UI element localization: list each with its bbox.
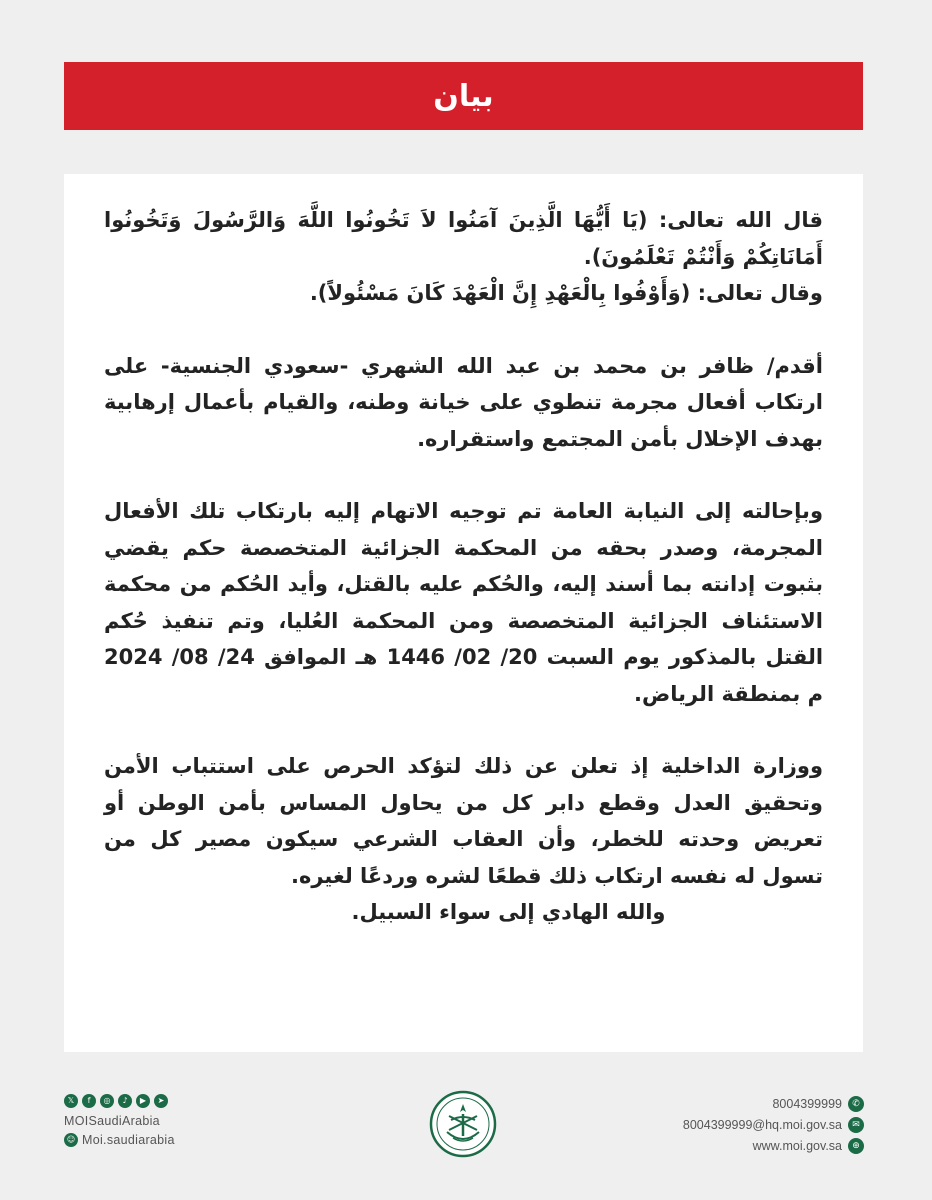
snapchat-icon: ☺ [64,1133,78,1147]
social-block [64,1094,244,1147]
email-address: 8004399999@hq.moi.gov.sa [682,1118,842,1132]
instagram-icon[interactable]: ◎ [100,1094,114,1108]
telegram-icon[interactable]: ➤ [154,1094,168,1108]
quran-verse-2: وقال تعالى: (وَأَوْفُوا بِالْعَهْدِ إِنَّ الْعَهْدَ كَانَ مَسْئُولاً). [309,281,823,305]
ministry-emblem-icon [429,1090,497,1158]
social-handle[interactable]: MOISaudiArabia [64,1114,160,1128]
ministry-paragraph: ووزارة الداخلية إذ تعلن عن ذلك لتؤكد الحرص على استتباب الأمن وتحقيق العدل وقطع دابر كل من يحاول المساس بأمن الوطن أو تعريض وحدته للخطر، وأن العقاب الشرعي سيكون مصير كل من تسول له نفسه ارتكاب ذلك قطعًا لشره وردعًا لغيره. [104,754,823,888]
snapchat-handle: Moi.saudiarabia [82,1133,175,1147]
contact-block [660,1094,864,1157]
quran-verse-1: قال الله تعالى: (يَا أَيُّهَا الَّذِينَ آمَنُوا لاَ تَخُونُوا اللَّهَ وَالرَّسُولَ وَتَخُونُوا أَمَانَاتِكُمْ وَأَنْتُمْ تَعْلَمُونَ). [104,208,823,269]
verdict-paragraph: وبإحالته إلى النيابة العامة تم توجيه الاتهام إليه بارتكاب تلك الأفعال المجرمة، وصدر بحقه من المحكمة الجزائية المتخصصة حكم يقضي بثبوت إدانته بما أسند إليه، والحُكم عليه بالقتل، وأيد الحُكم من محكمة الاستئناف الجزائية المتخصصة ومن المحكمة العُليا، وتم تنفيذ حُكم القتل بالمذكور يوم السبت 20/ 02/ 1446 هـ الموافق 24/ 08/ 2024 م بمنطقة الرياض. [104,499,824,706]
email-row[interactable] [660,1115,864,1135]
youtube-icon[interactable]: ▶ [136,1094,150,1108]
statement-card [64,174,863,1052]
phone-icon: ✆ [848,1096,864,1112]
tiktok-icon[interactable]: ♪ [118,1094,132,1108]
phone-number: 8004399999 [772,1097,842,1111]
page-title: بيان [433,78,494,114]
phone-row[interactable] [660,1094,864,1114]
facebook-icon[interactable]: f [82,1094,96,1108]
globe-icon: ⊕ [848,1138,864,1154]
title-banner [64,62,863,130]
social-icons [64,1094,244,1108]
email-icon: ✉ [848,1117,864,1133]
website-url: www.moi.gov.sa [752,1139,842,1153]
accusation-paragraph: أقدم/ ظافر بن محمد بن عبد الله الشهري -سعودي الجنسية- على ارتكاب أفعال مجرمة تنطوي على خيانة وطنه، والقيام بأعمال إرهابية بهدف الإخلال بأمن المجتمع واستقراره. [104,353,823,451]
statement-body [104,202,823,931]
x-icon[interactable]: 𝕏 [64,1094,78,1108]
website-row[interactable] [660,1136,864,1156]
snapchat-row[interactable] [64,1133,244,1147]
closing-line: والله الهادي إلى سواء السبيل. [351,900,666,924]
